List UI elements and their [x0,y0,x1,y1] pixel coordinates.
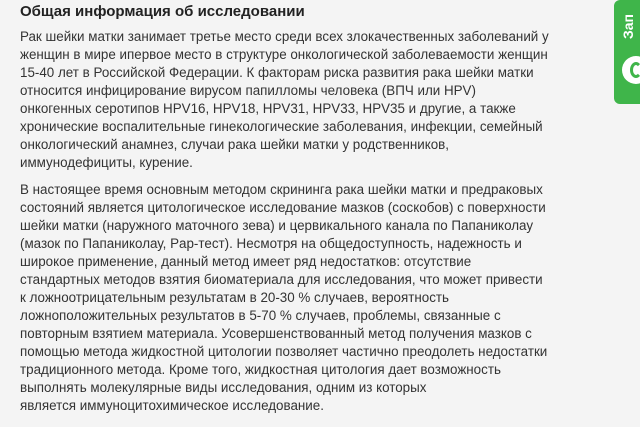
text-line: стандартных методов взятия биоматериала для исследования, что может привести [20,272,543,287]
text-line: онкогенных серотипов HPV16, HPV18, HPV31, HPV33, HPV35 и другие, а также [20,101,516,116]
paragraph-1 [20,28,624,172]
article-heading: Общая информация об исследовании [20,3,305,20]
text-line: шейки матки (наружного маточного зева) и цервикального канала по Папаниколау [20,218,534,233]
text-line: традиционного метода. Кроме того, жидкостная цитология дает возможность [20,362,501,377]
article-content [20,0,624,424]
text-line: относится инфицирование вирусом папилломы человека (ВПЧ или HPV) [20,83,476,98]
signup-side-button-label: Зап [620,14,636,40]
paragraph-2 [20,181,624,415]
circle-logo-icon [622,56,640,84]
text-line: ложноположительных результатов в 5-70 % случаев, проблемы, связанные с [20,308,501,323]
text-line: широкое применение, данный метод имеет ряд недостатков: отсутствие [20,254,472,269]
text-line: онкологический анамнез, случаи рака шейки матки у родственников, [20,137,450,152]
text-line: к ложноотрицательным результатам в 20-30 % случаев, вероятность [20,290,450,305]
text-line: является иммуноцитохимическое исследование. [20,398,324,413]
text-line: помощью метода жидкостной цитологии позволяет частично преодолеть недостатки [20,344,548,359]
text-line: женщин в мире ипервое место в структуре онкологической заболеваемости женщин [20,47,548,62]
text-line: Рак шейки матки занимает третье место среди всех злокачественных заболеваний у [20,29,549,44]
text-line: 15-40 лет в Российской Федерации. К факторам риска развития рака шейки матки [20,65,534,80]
text-line: состояний является цитологическое исследование мазков (соскобов) с поверхности [20,200,546,215]
text-line: В настоящее время основным методом скрининга рака шейки матки и предраковых [20,182,543,197]
text-line: (мазок по Папаниколау, Pap-тест). Несмотря на общедоступность, надежность и [20,236,522,251]
text-line: повторным взятием материала. Усовершенствованный метод получения мазков с [20,326,532,341]
signup-side-button[interactable] [614,0,640,104]
text-line: хронические воспалительные гинекологические заболевания, инфекции, семейный [20,119,543,134]
text-line: выполнять молекулярные виды исследования, одним из которых [20,380,427,395]
text-line: иммунодефициты, курение. [20,155,193,170]
